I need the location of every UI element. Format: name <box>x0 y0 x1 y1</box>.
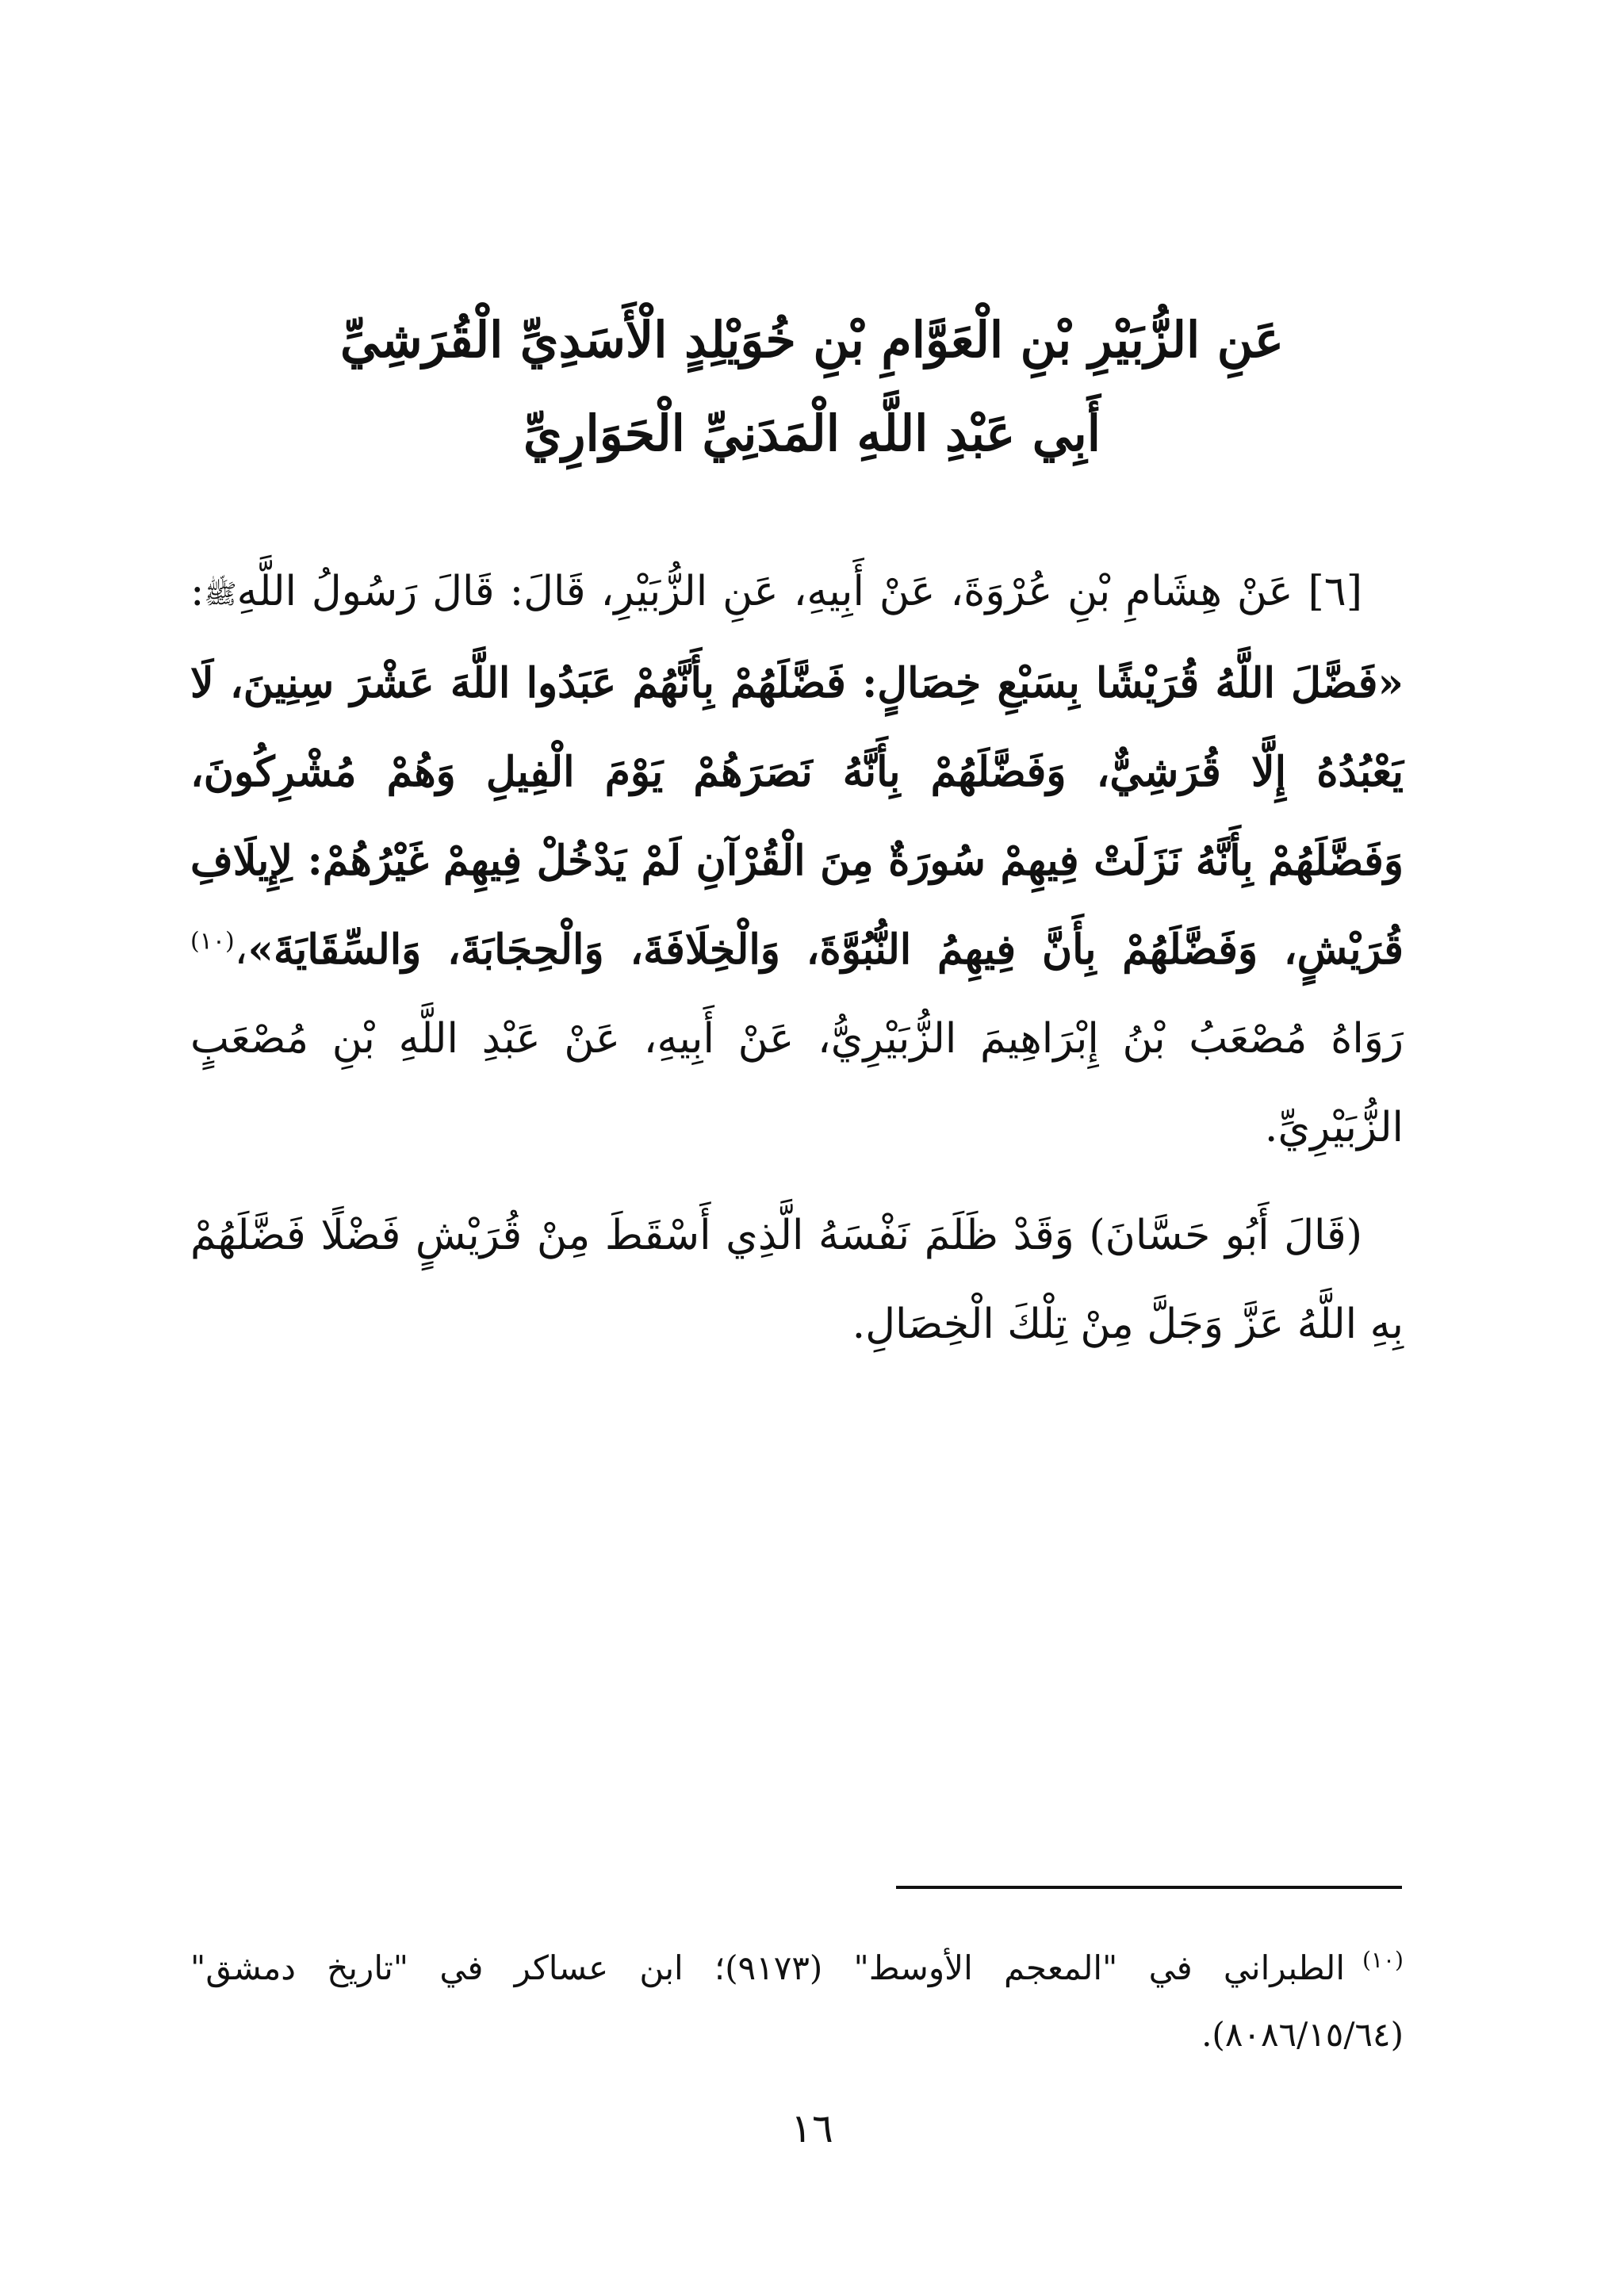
main-text <box>190 547 1404 1388</box>
page-number: ١٦ <box>791 2105 833 2151</box>
footnote-reference[interactable]: (١٠) <box>190 927 235 956</box>
hadith-matn: «فَضَّلَ اللَّهُ قُرَيْشًا بِسَبْعِ خِصَالٍ: فَضَّلَهُمْ بِأَنَّهُمْ عَبَدُوا اللَّهَ عَشْرَ سِنِينَ، لَا يَعْبُدُهُ إِلَّا قُرَشِيٌّ، وَفَضَّلَهُمْ بِأَنَّهُ نَصَرَهُمْ يَوْمَ الْفِيلِ وَهُمْ مُشْرِكُونَ، وَفَضَّلَهُمْ بِأَنَّهُ نَزَلَتْ فِيهِمْ سُورَةٌ مِنَ الْقُرْآنِ لَمْ يَدْخُلْ فِيهِمْ غَيْرُهُمْ: لِإِيلَافِ قُرَيْشٍ، وَفَضَّلَهُمْ بِأَنَّ فِيهِمُ النُّبُوَّةَ، وَالْخِلَافَةَ، وَالْحِجَابَةَ، وَالسِّقَايَةَ» <box>190 658 1404 974</box>
chapter-title <box>190 293 1434 481</box>
chapter-title-line-2: أَبِي عَبْدِ اللَّهِ الْمَدَنِيِّ الْحَوَارِيِّ <box>523 404 1101 462</box>
hadith-isnad: عَنْ هِشَامِ بْنِ عُرْوَةَ، عَنْ أَبِيهِ، عَنِ الزُّبَيْرِ، قَالَ: قَالَ رَسُولُ اللَّهِ <box>236 568 1293 615</box>
isnad-colon: : <box>190 568 205 615</box>
hadith-narration: رَوَاهُ مُصْعَبُ بْنُ إِبْرَاهِيمَ الزُّبَيْرِيُّ، عَنْ أَبِيهِ، عَنْ عَبْدِ اللَّهِ بْنِ مُصْعَبٍ الزُّبَيْرِيِّ. <box>190 1014 1404 1151</box>
commentary-paragraph: (قَالَ أَبُو حَسَّانَ) وَقَدْ ظَلَمَ نَفْسَهُ الَّذِي أَسْقَطَ مِنْ قُرَيْشٍ فَضْلًا فَضَّلَهُمْ بِهِ اللَّهُ عَزَّ وَجَلَّ مِنْ تِلْكَ الْخِصَالِ. <box>190 1211 1404 1348</box>
salutation-glyph: ﷺ <box>204 578 237 611</box>
footnote <box>190 1935 1404 2068</box>
footnote-separator <box>896 1886 1402 1889</box>
hadith-paragraph <box>190 547 1404 1172</box>
matn-comma: ، <box>234 925 248 974</box>
footnote-text: الطبراني في "المعجم الأوسط" (٩١٧٣)؛ ابن عساكر في "تاريخ دمشق" (٨٠٨٦/١٥/٦٤). <box>190 1948 1404 2054</box>
chapter-title-line-1: عَنِ الزُّبَيْرِ بْنِ الْعَوَّامِ بْنِ خُوَيْلِدٍ الْأَسَدِيِّ الْقُرَشِيِّ <box>340 311 1284 369</box>
hadith-number: [٦] <box>1308 568 1362 615</box>
footnote-marker: (١٠) <box>1362 1947 1404 1973</box>
